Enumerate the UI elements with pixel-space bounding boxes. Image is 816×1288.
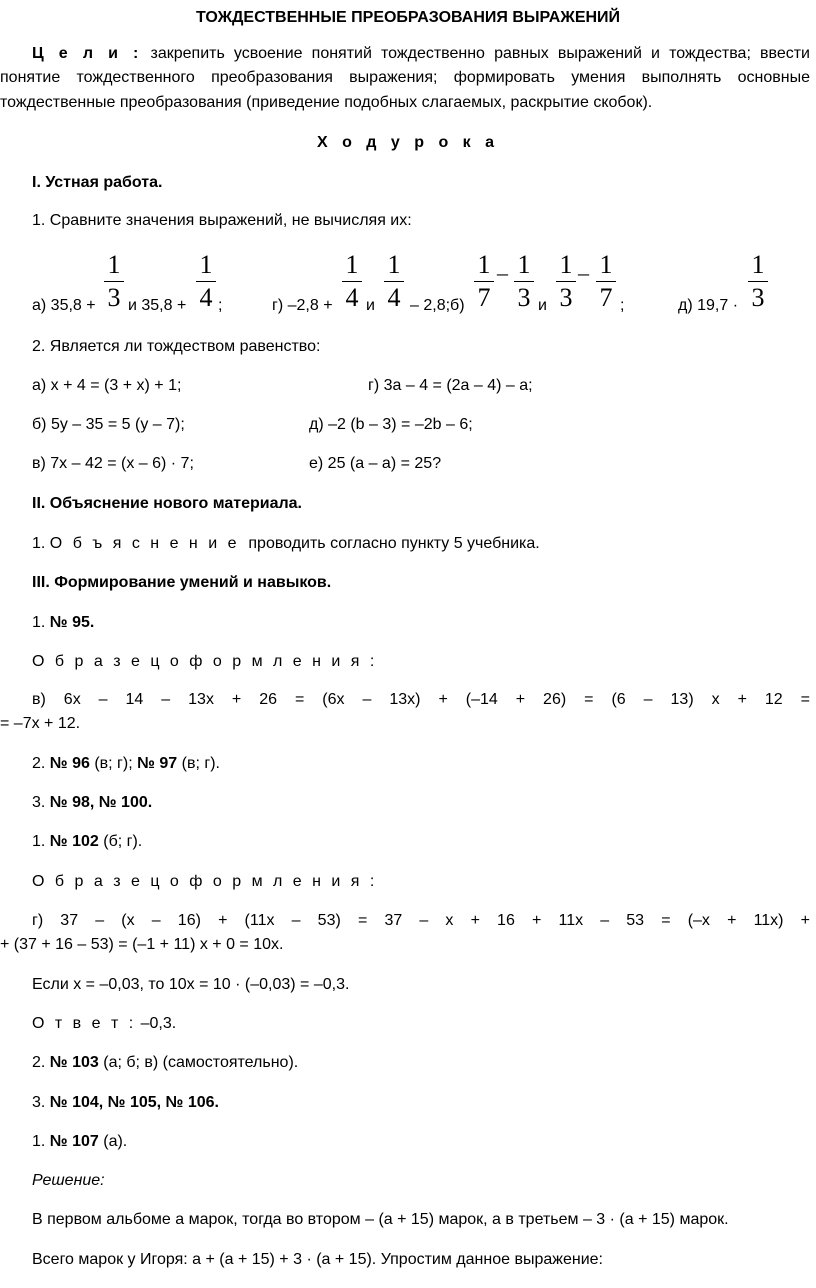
sample-label-1: О б р а з е ц о ф о р м л е н и я : (32, 653, 378, 670)
solution-line-2: Всего марок у Игоря: a + (a + 15) + 3 · (a + 15). Упростим данное выражение: (32, 1251, 603, 1268)
fraction-1-7-b2: 1 7 (596, 252, 616, 311)
exercise-107: 1. № 107 (а). (32, 1133, 128, 1150)
compare-g-prefix: г) –2,8 + (272, 297, 333, 314)
answer-label: О т в е т : (32, 1015, 137, 1032)
fraction-1-3-d: 1 3 (748, 252, 768, 311)
section-2-heading: II. Объяснение нового материала. (32, 495, 302, 512)
identity-g: г) 3a – 4 = (2a – 4) – a; (368, 377, 533, 394)
exercise-98-100: 3. № 98, № 100. (32, 794, 153, 811)
fraction-1-3-a: 1 3 (104, 252, 124, 311)
fraction-1-4-g2: 1 4 (384, 252, 404, 311)
compare-a-prefix: а) 35,8 + (32, 297, 96, 314)
identity-a: а) x + 4 = (3 + x) + 1; (32, 377, 182, 394)
if-line: Если x = –0,03, то 10x = 10 · (–0,03) = –0,3. (32, 976, 350, 993)
compare-g-mid: и (366, 297, 375, 314)
goals-line-1 (0, 44, 810, 63)
goals-line-2: понятие тождественного преобразования выражения; формировать умения выполнять основные (0, 69, 810, 86)
identity-v: в) 7x – 42 = (x – 6) · 7; (32, 455, 194, 472)
answer-line (32, 1014, 176, 1033)
example-g-line-1: г) 37 – (x – 16) + (11x – 53) = 37 – x + 16 + 11x – 53 = (–x + 11x) + (32, 912, 810, 929)
fraction-1-4-g: 1 4 (342, 252, 362, 311)
exercise-104-106: 3. № 104, № 105, № 106. (32, 1094, 219, 1111)
explanation-line: 1. О б ъ я с н е н и е проводить согласно пункту 5 учебника. (32, 535, 540, 552)
goals-line-3: тождественные преобразования (приведение подобных слагаемых, раскрытие скобок). (0, 94, 653, 111)
compare-a-mid: и 35,8 + (128, 297, 187, 314)
solution-label: Решение: (32, 1172, 105, 1189)
solution-line-1: В первом альбоме a марок, тогда во втором – (a + 15) марок, а в третьем – 3 · (a + 15) марок. (32, 1211, 729, 1228)
task-1: 1. Сравните значения выражений, не вычисляя их: (32, 212, 412, 229)
goals-text-1: закрепить усвоение понятий тождественно равных выражений и тождества; ввести (150, 45, 810, 62)
compare-d-prefix: д) 19,7 · (678, 297, 739, 314)
example-v-line-1: в) 6x – 14 – 13x + 26 = (6x – 13x) + (–14 + 26) = (6 – 13) x + 12 = (32, 691, 810, 708)
section-3-heading: III. Формирование умений и навыков. (32, 574, 332, 591)
compare-b-mid: и (538, 297, 547, 314)
sample-label-2: О б р а з е ц о ф о р м л е н и я : (32, 873, 378, 890)
identity-d: д) –2 (b – 3) = –2b – 6; (309, 416, 473, 433)
exercise-102: 1. № 102 (б; г). (32, 833, 143, 850)
compare-g-tail: – 2,8;б) (410, 297, 465, 314)
task-2: 2. Является ли тождеством равенство: (32, 338, 321, 355)
minus-2: – (578, 260, 589, 285)
answer-value: –0,3. (140, 1015, 177, 1032)
fraction-1-3-b: 1 3 (514, 252, 534, 311)
minus-1: – (497, 260, 508, 285)
fraction-1-3-b2: 1 3 (556, 252, 576, 311)
exercise-96-97: 2. № 96 (в; г); № 97 (в; г). (32, 755, 220, 772)
explanation-spaced: О б ъ я с н е н и е (49, 535, 240, 552)
section-1-heading: I. Устная работа. (32, 174, 163, 191)
lesson-heading: Х о д у р о к а (316, 134, 500, 151)
compare-b-end: ; (620, 297, 625, 314)
identity-e: е) 25 (a – a) = 25? (309, 455, 442, 472)
page-title: ТОЖДЕСТВЕННЫЕ ПРЕОБРАЗОВАНИЯ ВЫРАЖЕНИЙ (195, 9, 621, 26)
identity-b: б) 5y – 35 = 5 (y – 7); (32, 416, 185, 433)
compare-a-end: ; (218, 297, 223, 314)
exercise-103: 2. № 103 (а; б; в) (самостоятельно). (32, 1054, 299, 1071)
fraction-1-4-a: 1 4 (196, 252, 216, 311)
goals-label: Ц е л и : (32, 45, 142, 62)
fraction-1-7-b: 1 7 (474, 252, 494, 311)
exercise-95: 1. № 95. (32, 614, 95, 631)
example-v-line-2: = –7x + 12. (0, 715, 81, 732)
example-g-line-2: + (37 + 16 – 53) = (–1 + 11) x + 0 = 10x. (0, 936, 284, 953)
